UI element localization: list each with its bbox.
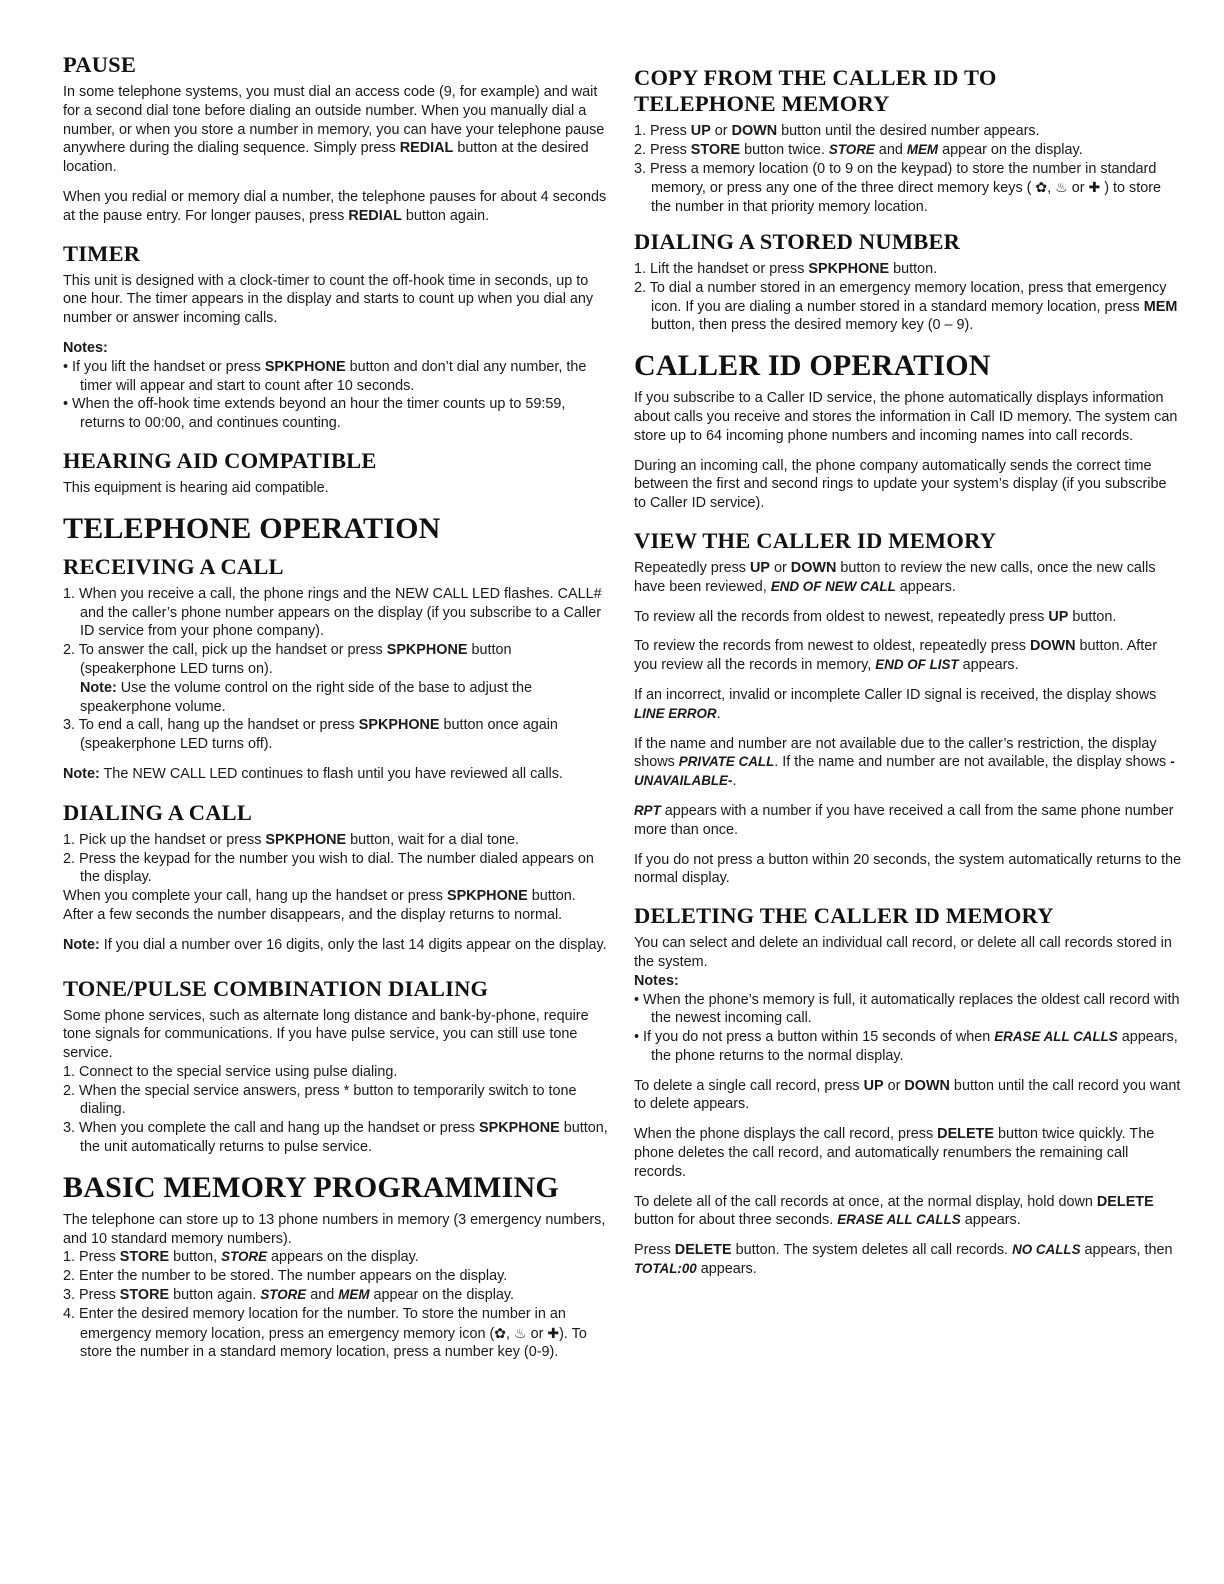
heading-caller-id-operation: CALLER ID OPERATION — [634, 349, 991, 383]
deleting-paragraph-2: To delete a single call record, press UP or DOWN button until the call record you want to delete appears. — [634, 1077, 1181, 1113]
left-column — [63, 0, 608, 1362]
dialing-note: Note: If you dial a number over 16 digits, only the last 14 digits appear on the display. — [63, 936, 607, 953]
emergency-fire-icon: ♨ — [514, 1324, 527, 1341]
dialing-paragraph: When you complete your call, hang up the handset or press SPKPHONE button. After a few seconds the number disappears, and the display returns to normal. — [63, 888, 576, 923]
tone-pulse-step-2: 2. When the special service answers, press * button to temporarily switch to tone dialing. — [63, 1082, 577, 1118]
deleting-paragraph-4: To delete all of the call records at once, at the normal display, hold down DELETE button for about three seconds. ERASE ALL CALLS appears. — [634, 1193, 1154, 1229]
tone-pulse-step-3: 3. When you complete the call and hang up the handset or press SPKPHONE button, the unit automatically returns to pulse service. — [63, 1120, 608, 1156]
view-paragraph-2: To review all the records from oldest to newest, repeatedly press UP button. — [634, 608, 1117, 625]
view-paragraph-5: If the name and number are not available due to the caller’s restriction, the display shows PRIVATE CALL. If the name and number are not available, the display shows -UNAVAILABLE-. — [634, 735, 1175, 790]
view-paragraph-1: Repeatedly press UP or DOWN button to review the new calls, once the new calls have been reviewed, END OF NEW CALL appears. — [634, 559, 1156, 595]
heading-copy-line-2: TELEPHONE MEMORY — [634, 91, 890, 116]
receiving-step-1: 1. When you receive a call, the phone rings and the NEW CALL LED flashes. CALL# and the caller’s phone number appears on the display (if you subscribe to a Caller ID service from your phone company). — [63, 585, 602, 640]
emergency-flower-icon: ✿ — [494, 1324, 507, 1341]
copy-step-3: 3. Press a memory location (0 to 9 on the keypad) to store the number in standard memory, or press any one of the three direct memory keys ( ✿, ♨ or ✚ ) to store the number in that priority memory location. — [634, 160, 1162, 216]
timer-paragraph: This unit is designed with a clock-timer to count the off-hook time in seconds, up to one hour. The timer appears in the display and starts to count up when you dial any number or answer incoming calls. — [63, 272, 594, 327]
dialing-step-2: 2. Press the keypad for the number you wish to dial. The number dialed appears on the display. — [63, 850, 594, 886]
basic-memory-step-2: 2. Enter the number to be stored. The number appears on the display. — [63, 1268, 508, 1285]
heading-deleting-caller-id: DELETING THE CALLER ID MEMORY — [634, 903, 1054, 929]
dialing-stored-step-1: 1. Lift the handset or press SPKPHONE button. — [634, 260, 938, 277]
dialing-step-1: 1. Pick up the handset or press SPKPHONE button, wait for a dial tone. — [63, 831, 519, 848]
view-paragraph-7: If you do not press a button within 20 seconds, the system automatically returns to the normal display. — [634, 851, 1182, 887]
emergency-fire-icon: ♨ — [1055, 179, 1068, 196]
deleting-paragraph-1: You can select and delete an individual call record, or delete all call records stored in the system. — [634, 935, 1172, 970]
heading-timer: TIMER — [63, 240, 141, 266]
deleting-notes-label: Notes: — [634, 972, 679, 989]
emergency-cross-icon: ✚ — [547, 1324, 560, 1341]
receiving-step-2-note: Note: Use the volume control on the right side of the base to adjust the speakerphone volume. — [80, 679, 532, 715]
view-paragraph-3: To review the records from newest to oldest, repeatedly press DOWN button. After you review all the records in memory, END OF LIST appears. — [634, 638, 1158, 674]
emergency-flower-icon: ✿ — [1035, 179, 1048, 196]
receiving-note: Note: The NEW CALL LED continues to flash until you have reviewed all calls. — [63, 765, 563, 782]
basic-memory-step-4: 4. Enter the desired memory location for the number. To store the number in an emergency memory location, press an emergency memory icon (✿, ♨ or ✚). To store the number in a standard memory location, press a number key (0-9). — [63, 1305, 587, 1361]
copy-step-2: 2. Press STORE button twice. STORE and MEM appear on the display. — [634, 141, 1083, 158]
view-paragraph-4: If an incorrect, invalid or incomplete Caller ID signal is received, the display shows LINE ERROR. — [634, 686, 1157, 722]
heading-copy-line-1: COPY FROM THE CALLER ID TO — [634, 65, 997, 90]
caller-id-paragraph-1: If you subscribe to a Caller ID service, the phone automatically displays information about calls you receive and stores the information in Call ID memory. The system can store up to 64 incoming phone numbers and incoming names into call records. — [634, 390, 1178, 444]
heading-tone-pulse: TONE/PULSE COMBINATION DIALING — [63, 975, 489, 1001]
heading-pause: PAUSE — [63, 52, 137, 77]
timer-note-2: • When the off-hook time extends beyond an hour the timer counts up to 59:59, returns to 00:00, and continues counting. — [63, 396, 566, 432]
pause-paragraph-1: In some telephone systems, you must dial an access code (9, for example) and wait for a second dial tone before dialing an outside number. When you manually dial a number, or when you store a number in memory, you can have your telephone pause anywhere during the dialing sequence. Simply press REDIAL button at the desired location. — [63, 84, 605, 176]
heading-telephone-operation: TELEPHONE OPERATION — [63, 511, 441, 545]
basic-memory-step-1: 1. Press STORE button, STORE appears on the display. — [63, 1249, 419, 1266]
deleting-note-2: • If you do not press a button within 15 seconds of when ERASE ALL CALLS appears, the phone returns to the normal display. — [634, 1029, 1178, 1064]
basic-memory-paragraph: The telephone can store up to 13 phone numbers in memory (3 emergency numbers, and 10 standard memory numbers). — [63, 1211, 606, 1247]
heading-dialing-stored: DIALING A STORED NUMBER — [634, 228, 961, 254]
heading-basic-memory: BASIC MEMORY PROGRAMMING — [63, 1170, 559, 1204]
deleting-paragraph-5: Press DELETE button. The system deletes all call records. NO CALLS appears, then TOTAL:00 appears. — [634, 1242, 1173, 1278]
receiving-step-3: 3. To end a call, hang up the handset or press SPKPHONE button once again (speakerphone LED turns off). — [63, 717, 558, 753]
tone-pulse-paragraph: Some phone services, such as alternate long distance and bank-by-phone, require tone signals for communications. If you have pulse service, you can still use tone service. — [63, 1007, 589, 1062]
heading-hearing-aid: HEARING AID COMPATIBLE — [63, 447, 377, 473]
basic-memory-step-3: 3. Press STORE button again. STORE and MEM appear on the display. — [63, 1287, 515, 1304]
heading-dialing-call: DIALING A CALL — [63, 799, 253, 825]
tone-pulse-step-1: 1. Connect to the special service using pulse dialing. — [63, 1063, 398, 1080]
receiving-step-2: 2. To answer the call, pick up the handset or press SPKPHONE button (speakerphone LED turns on). — [63, 642, 512, 677]
timer-notes-label: Notes: — [63, 339, 108, 356]
timer-note-1: • If you lift the handset or press SPKPHONE button and don’t dial any number, the timer will appear and start to count after 10 seconds. — [63, 358, 587, 394]
heading-receiving-call: RECEIVING A CALL — [63, 553, 284, 579]
hearing-aid-paragraph: This equipment is hearing aid compatible. — [63, 479, 329, 496]
heading-view-caller-id: VIEW THE CALLER ID MEMORY — [634, 527, 997, 553]
emergency-cross-icon: ✚ — [1088, 179, 1101, 196]
right-column — [634, 0, 1182, 1290]
view-paragraph-6: RPT appears with a number if you have received a call from the same phone number more than once. — [634, 802, 1174, 838]
pause-paragraph-2: When you redial or memory dial a number, the telephone pauses for about 4 seconds at the pause entry. For longer pauses, press REDIAL button again. — [63, 188, 607, 224]
copy-step-1: 1. Press UP or DOWN button until the desired number appears. — [634, 123, 1040, 139]
dialing-stored-step-2: 2. To dial a number stored in an emergency memory location, press that emergency icon. If you are dialing a number stored in a standard memory location, press MEM button, then press the desired memory key (0 – 9). — [634, 279, 1178, 334]
deleting-note-1: • When the phone’s memory is full, it automatically replaces the oldest call record with the newest incoming call. — [634, 991, 1180, 1027]
caller-id-paragraph-2: During an incoming call, the phone company automatically sends the correct time between the first and second rings to update your system’s display (if you subscribe to Caller ID service). — [634, 457, 1167, 512]
deleting-paragraph-3: When the phone displays the call record, press DELETE button twice quickly. The phone deletes the call record, and automatically renumbers the remaining call records. — [634, 1126, 1155, 1180]
